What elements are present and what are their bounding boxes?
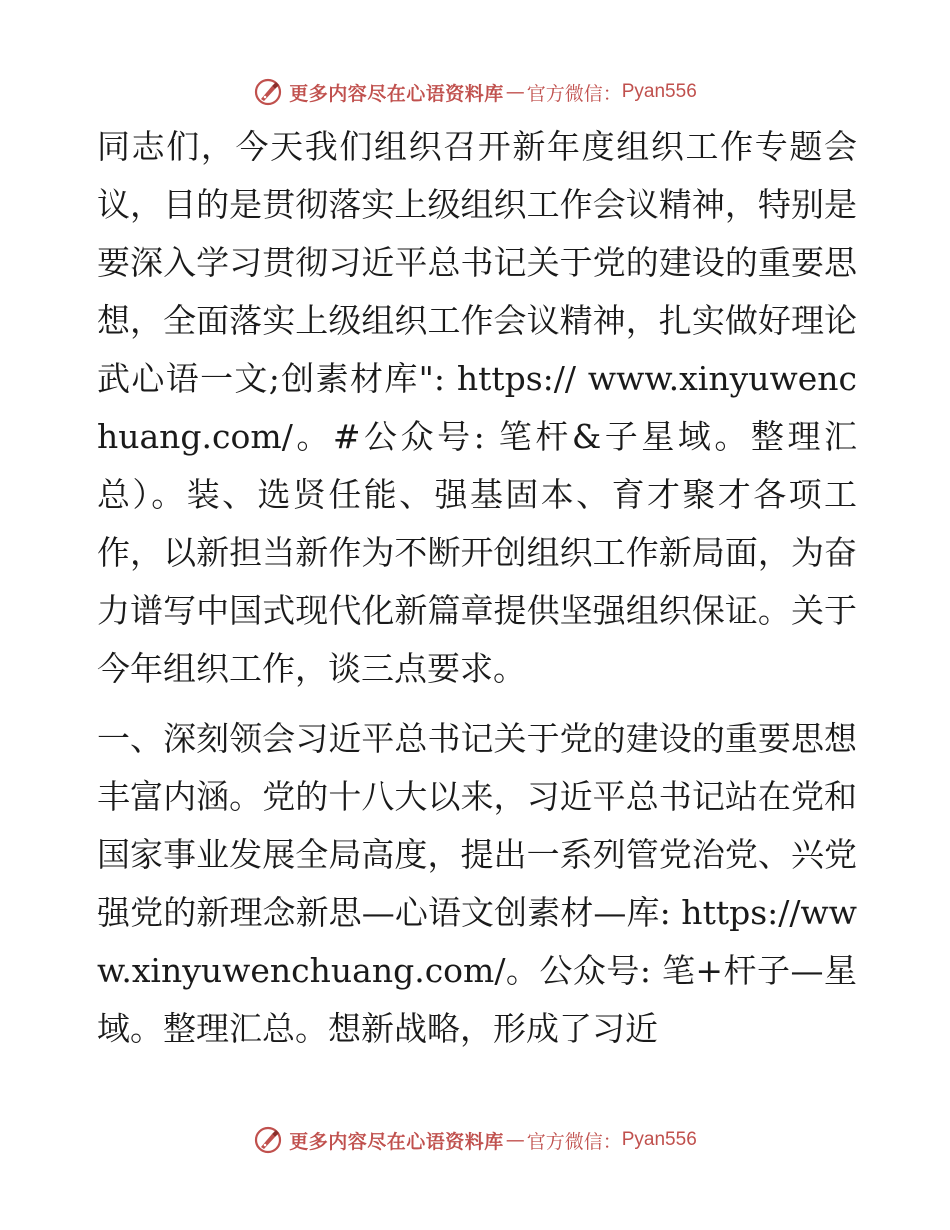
footer-watermark-banner	[0, 1120, 950, 1160]
banner-wechat-label: 官方微信：	[526, 82, 622, 105]
pen-nib-logo-icon	[253, 77, 283, 107]
paragraph-1: 同志们，今天我们组织召开新年度组织工作专题会议，目的是贯彻落实上级组织工作会议精神，特别是要深入学习贯彻习近平总书记关于党的建设的重要思想，全面落实上级组织工作会议精神，扎实做好理论武心语一文;创素材库": https:// www.xinyuwenchuang.com/。#公众号: 笔杆&子星域。整理汇总）。装、选贤任能、强基固本、育才聚才各项工作，以新担当新作为不断开创组织工作新局面，为奋力谱写中国式现代化新篇章提供坚强组织保证。关于今年组织工作，谈三点要求。	[97, 127, 857, 688]
banner-site-text: 更多内容尽在心语资料库	[289, 82, 504, 105]
banner-wechat-id: Pyan556	[621, 81, 697, 102]
banner-wechat-id: Pyan556	[621, 1129, 697, 1150]
paragraph-2: 一、深刻领会习近平总书记关于党的建设的重要思想丰富内涵。党的十八大以来，习近平总书记站在党和国家事业发展全局高度，提出一系列管党治党、兴党强党的新理念新思—心语文创素材—库: https://www.xinyuwenchuang.com/。公众号: 笔+杆子—星域。整理汇总。想新战略，形成了习近	[97, 719, 857, 1048]
banner-site-text: 更多内容尽在心语资料库	[289, 1130, 504, 1153]
banner-wechat-label: 官方微信：	[526, 1130, 622, 1153]
banner-separator: —	[505, 1129, 525, 1151]
banner-separator: —	[505, 81, 525, 103]
header-watermark-banner	[0, 72, 950, 112]
pen-nib-logo-icon	[253, 1125, 283, 1155]
document-body	[97, 118, 857, 1058]
